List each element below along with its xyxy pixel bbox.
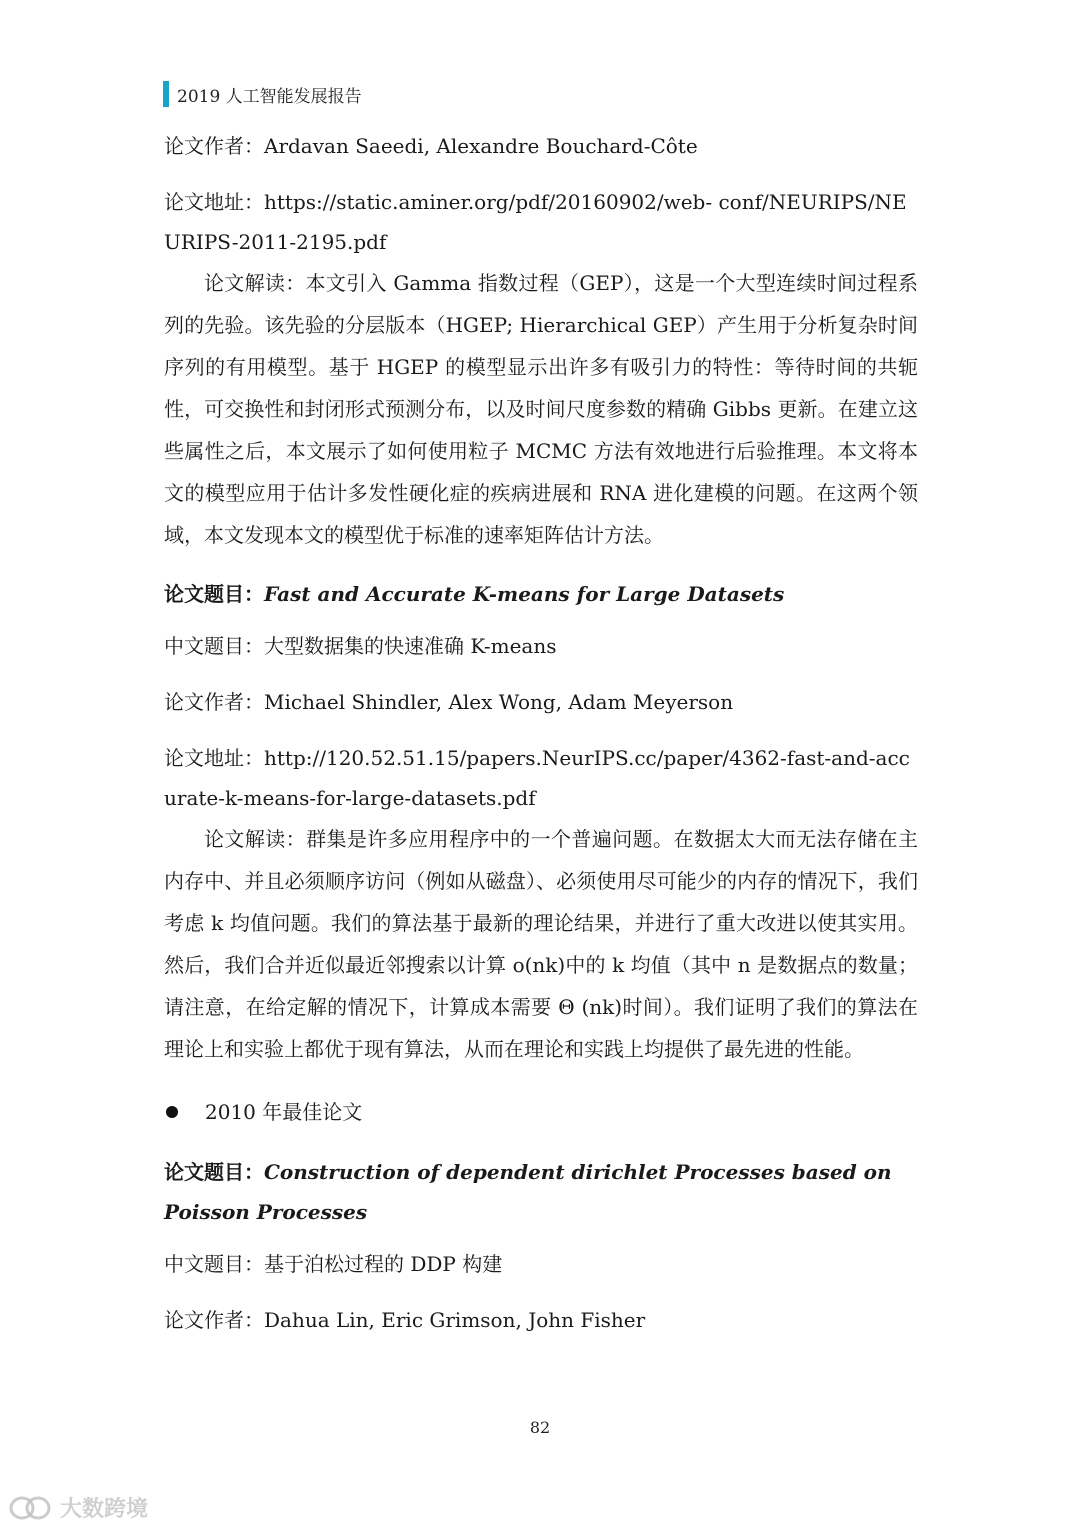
page-number: 82 <box>529 1418 551 1437</box>
paper2-title-label: 论文题目： <box>164 582 264 606</box>
paper2-cn-title-label: 中文题目： <box>164 634 264 658</box>
report-header <box>163 82 362 106</box>
watermark-text: 大数跨境 <box>60 1497 149 1522</box>
paper3-author-label: 论文作者： <box>164 1308 264 1332</box>
paper1-url[interactable]: https://static.aminer.org/pdf/20160902/web- conf/NEURIPS/NEURIPS-2011-2195.pdf <box>164 190 907 254</box>
paper3-authors-line <box>164 1300 918 1340</box>
section-heading <box>164 1092 918 1132</box>
page-content <box>164 126 918 1340</box>
paper3-cn-title: 基于泊松过程的 DDP 构建 <box>264 1252 503 1276</box>
paper3-authors: Dahua Lin, Eric Grimson, John Fisher <box>264 1308 646 1332</box>
report-title: 2019 人工智能发展报告 <box>177 86 362 107</box>
paper1-authors-line <box>164 126 918 166</box>
paper2-cn-title: 大型数据集的快速准确 K-means <box>264 634 557 658</box>
paper1-authors: Ardavan Saeedi, Alexandre Bouchard-Côte <box>264 134 698 158</box>
paper2-summary-label: 论文解读： <box>204 827 307 851</box>
paper3-cn-title-label: 中文题目： <box>164 1252 264 1276</box>
paper2-authors-line <box>164 682 918 722</box>
paper2-authors: Michael Shindler, Alex Wong, Adam Meyerson <box>264 690 734 714</box>
paper3-title-line <box>164 1152 918 1232</box>
paper1-summary-text: 本文引入 Gamma 指数过程（GEP），这是一个大型连续时间过程系列的先验。该先验的分层版本（HGEP; Hierarchical GEP）产生用于分析复杂时间序列的有用模型。基于 HGEP 的模型显示出许多有吸引力的特性：等待时间的共轭性，可交换性和封闭形式预测分布，以及时间尺度参数的精确 Gibbs 更新。在建立这些属性之后，本文展示了如何使用粒子 MCMC 方法有效地进行后验推理。本文将本文的模型应用于估计多发性硬化症的疾病进展和 RNA 进化建模的问题。在这两个领域，本文发现本文的模型优于标准的速率矩阵估计方法。 <box>164 271 918 547</box>
paper2-title-line <box>164 574 918 614</box>
paper1-url-label: 论文地址： <box>164 190 264 214</box>
paper2-author-label: 论文作者： <box>164 690 264 714</box>
header-accent-bar <box>163 81 169 107</box>
paper3-cn-title-line <box>164 1244 918 1284</box>
paper1-author-label: 论文作者： <box>164 134 264 158</box>
paper2-url-label: 论文地址： <box>164 746 264 770</box>
paper1-summary <box>164 262 918 556</box>
watermark-logo-icon <box>8 1493 54 1523</box>
paper1-url-line <box>164 182 918 262</box>
bullet-icon <box>166 1106 178 1118</box>
watermark <box>8 1492 148 1523</box>
section-title: 2010 年最佳论文 <box>205 1100 363 1124</box>
paper2-summary <box>164 818 918 1070</box>
paper2-summary-text: 群集是许多应用程序中的一个普遍问题。在数据太大而无法存储在主内存中、并且必须顺序访问（例如从磁盘）、必须使用尽可能少的内存的情况下，我们考虑 k 均值问题。我们的算法基于最新的理论结果，并进行了重大改进以使其实用。然后，我们合并近似最近邻搜索以计算 o(nk)中的 k 均值（其中 n 是数据点的数量；请注意，在给定解的情况下，计算成本需要 Θ (nk)时间）。我们证明了我们的算法在理论上和实验上都优于现有算法，从而在理论和实践上均提供了最先进的性能。 <box>164 827 919 1061</box>
paper2-cn-title-line <box>164 626 918 666</box>
paper2-url[interactable]: http://120.52.51.15/papers.NeurIPS.cc/paper/4362-fast-and-accurate-k-means-for-large-datasets.pdf <box>164 746 910 810</box>
paper2-url-line <box>164 738 918 818</box>
paper3-title-label: 论文题目： <box>164 1160 264 1184</box>
paper2-title: Fast and Accurate K-means for Large Datasets <box>264 582 785 606</box>
paper3-title: Construction of dependent dirichlet Processes based on Poisson Processes <box>164 1160 892 1224</box>
paper1-summary-label: 论文解读： <box>204 271 306 295</box>
